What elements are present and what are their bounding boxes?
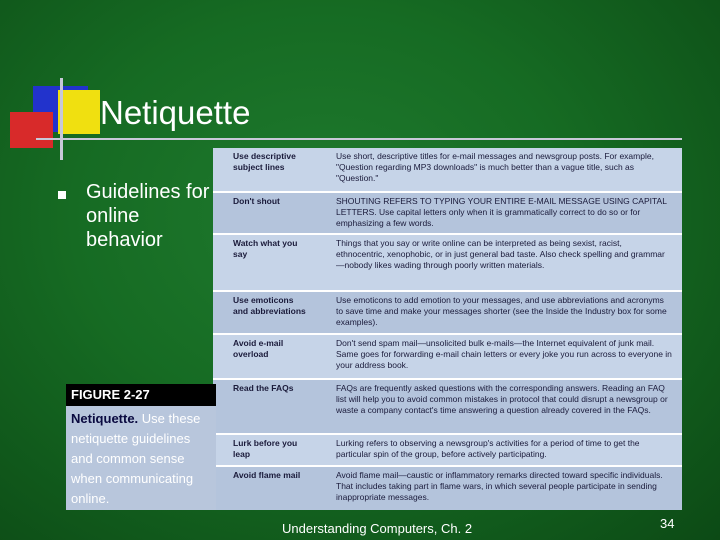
- table-row: [213, 435, 682, 467]
- table-row: [213, 335, 682, 380]
- figure-caption-bold: Netiquette.: [71, 411, 139, 426]
- guideline-head: Watch what you say: [233, 238, 298, 259]
- footer-text: Understanding Computers, Ch. 2: [282, 521, 473, 536]
- title-underline: [36, 138, 682, 140]
- guideline-head: Don't shout: [233, 196, 280, 206]
- guideline-head: Lurk before you leap: [233, 438, 298, 459]
- figure-label: FIGURE 2-27: [66, 384, 216, 406]
- guideline-desc: SHOUTING REFERS TO TYPING YOUR ENTIRE E-MAIL MESSAGE USING CAPITAL LETTERS. Use capital letters only when it is grammatically correct to do so or for emphasizing a few words.: [336, 196, 667, 228]
- figure-caption: [66, 406, 216, 509]
- figure-caption-box: [66, 384, 216, 510]
- guideline-desc: Lurking refers to observing a newsgroup's activities for a period of time to get the particular spin of the group, before actively participating.: [336, 438, 640, 459]
- guideline-head: Use descriptive subject lines: [233, 151, 296, 172]
- table-row: [213, 235, 682, 292]
- logo-square-red: [10, 112, 53, 148]
- guideline-desc: Don't send spam mail—unsolicited bulk e-mails—the Internet equivalent of junk mail. Same goes for forwarding e-mail chain letters or every joke you run across to everyone in your address book.: [336, 338, 672, 370]
- guideline-desc: Use emoticons to add emotion to your messages, and use abbreviations and acronyms to save time and make your messages shorter (see the Inside the Industry box for some examples).: [336, 295, 667, 327]
- bullet-square-icon: [58, 191, 66, 199]
- table-row: [213, 292, 682, 335]
- guideline-head: Read the FAQs: [233, 383, 294, 393]
- table-row: [213, 148, 682, 193]
- logo-vertical-line: [60, 78, 63, 160]
- table-row: [213, 193, 682, 235]
- table-row: [213, 467, 682, 510]
- guideline-desc: Use short, descriptive titles for e-mail messages and newsgroup posts. For example, "Question regarding MP3 downloads" is much better than a vague title, such as "Question.": [336, 151, 654, 183]
- bullet-text: Guidelines for online behavior: [86, 181, 210, 251]
- guideline-desc: Things that you say or write online can be interpreted as being sexist, racist, ethnocentric, xenophobic, or in just general bad taste. Also check spelling and grammar—nobody likes wading through poorly written materials.: [336, 238, 665, 270]
- netiquette-table: [213, 148, 682, 510]
- guideline-desc: Avoid flame mail—caustic or inflammatory remarks directed toward specific individuals. That includes taking part in flame wars, in which several people participate in sending inappropriate messages.: [336, 470, 663, 502]
- page-number: 34: [660, 516, 675, 531]
- logo-square-yellow: [58, 90, 100, 134]
- table-row: [213, 380, 682, 435]
- guideline-desc: FAQs are frequently asked questions with the corresponding answers. Reading an FAQ list will help you to avoid common mistakes in protocol that could disrupt a newsgroup or waste a company contact's time answering a question already covered in the FAQs.: [336, 383, 668, 415]
- guideline-head: Avoid flame mail: [233, 470, 301, 480]
- figure-caption-text: Use these netiquette guidelines and common sense when communicating online.: [71, 411, 201, 506]
- guideline-head: Avoid e-mail overload: [233, 338, 284, 359]
- guideline-head: Use emoticons and abbreviations: [233, 295, 306, 316]
- slide-title: Netiquette: [100, 94, 251, 131]
